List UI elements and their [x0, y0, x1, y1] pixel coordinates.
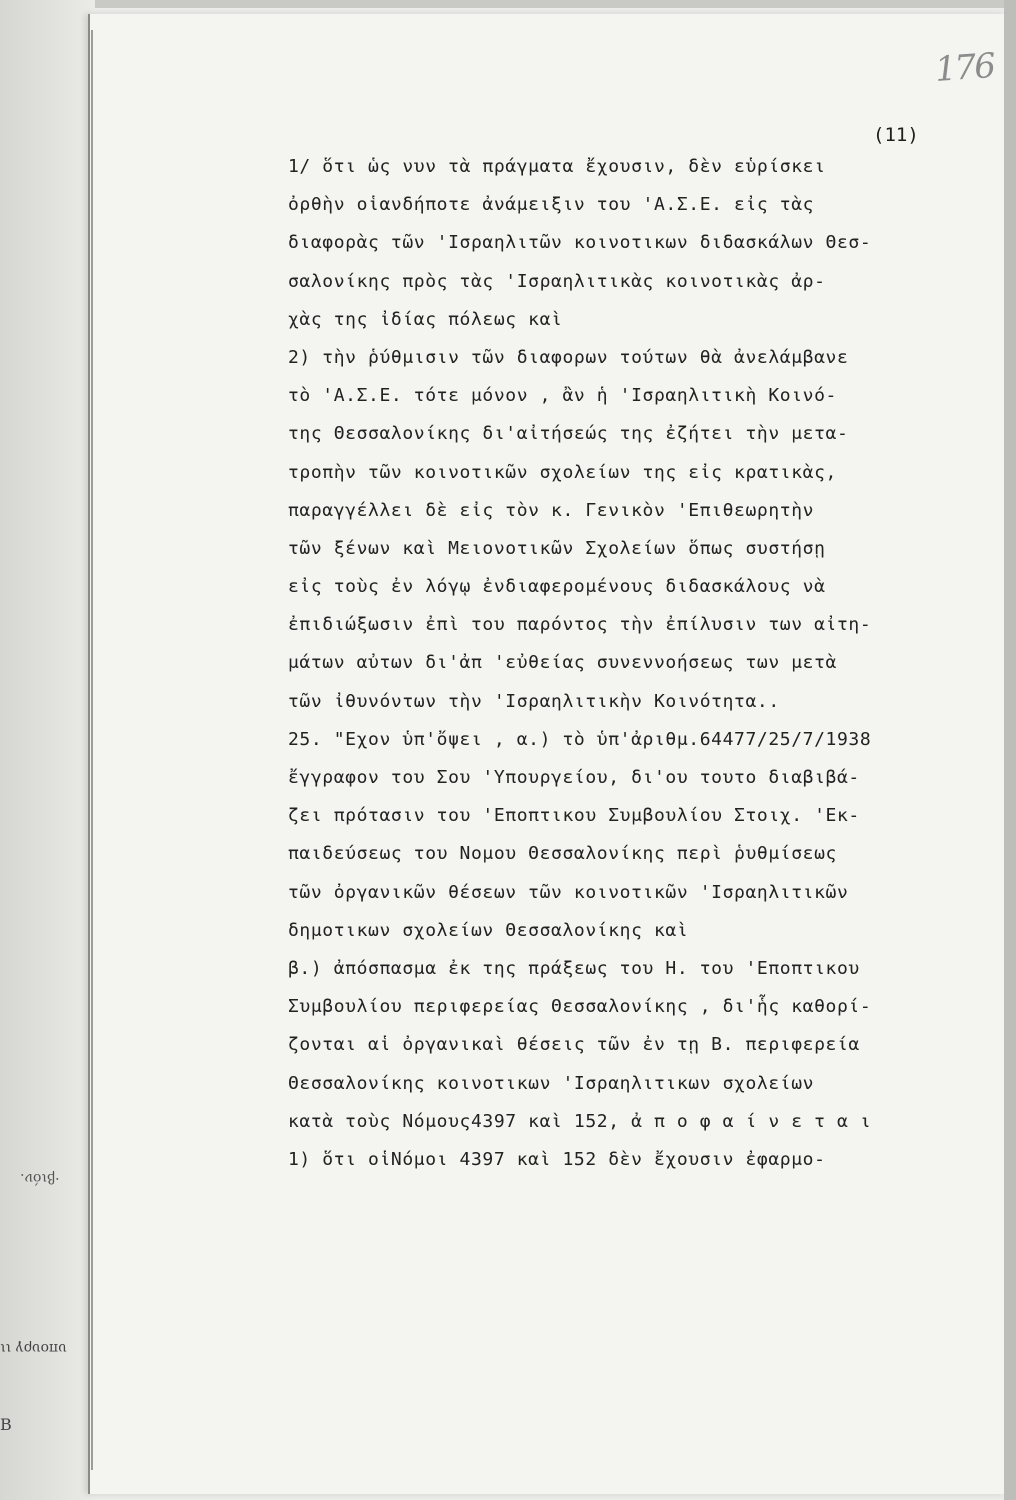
margin-note-bottom: Β — [0, 1415, 12, 1434]
text-line: σαλονίκης πρὸς τὰς 'Ισραηλιτικὰς κοινοτικὰς ἀρ- — [288, 270, 826, 292]
text-line: ὀρθὴν οἱανδήποτε ἀνάμειξιν του 'Α.Σ.Ε. εἰς τὰς — [288, 194, 815, 216]
text-line: 1) ὅτι οἱΝόμοι 4397 καὶ 152 δὲν ἔχουσιν ἐφαρμο- — [288, 1148, 826, 1170]
text-line: μάτων αὐτων δι'ἀπ 'εὐθείας συνεννοήσεως των μετὰ — [288, 652, 837, 674]
typed-text-body — [288, 148, 988, 1179]
scan-top-edge — [0, 0, 1016, 8]
text-line: Θεσσαλονίκης κοινοτικων 'Ισραηλιτικων σχολείων — [288, 1072, 815, 1094]
text-line: 25. "Εχον ὑπ'ὄψει , α.) τὸ ὑπ'ἀριθμ.64477/25/7/1938 — [288, 728, 872, 750]
margin-note-left-lower: υπουργ ιι — [0, 1340, 67, 1356]
text-line: τῶν ἰθυνόντων τὴν 'Ισραηλιτικὴν Κοινότητα.. — [288, 690, 780, 712]
text-line: 1/ ὅτι ὡς νυν τὰ πράγματα ἔχουσιν, δὲν εὑρίσκει — [288, 156, 826, 177]
text-line: β.) ἀπόσπασμα ἐκ της πράξεως του Η. του 'Εποπτικου — [288, 957, 860, 979]
scan-right-edge — [1004, 0, 1016, 1500]
margin-note-left: ·βιόν. — [20, 1170, 60, 1186]
text-line: παιδεύσεως του Νομου Θεσσαλονίκης περὶ ῥυθμίσεως — [288, 843, 837, 865]
text-line: κατὰ τοὺς Νόμους4397 καὶ 152, ἀ π ο φ α ί ν ε τ α ι — [288, 1110, 872, 1132]
text-line: διαφορὰς τῶν 'Ισραηλιτῶν κοινοτικων διδασκάλων Θεσ- — [288, 232, 872, 254]
text-line: Συμβουλίου περιφερείας Θεσσαλονίκης , δι'ἧς καθορί- — [288, 996, 872, 1018]
text-line: τῶν ὀργανικῶν θέσεων τῶν κοινοτικῶν 'Ισραηλιτικῶν — [288, 881, 849, 903]
binding-shadow — [0, 0, 95, 1500]
text-line: χὰς της ἰδίας πόλεως καὶ — [288, 308, 563, 330]
page-fold-line — [91, 30, 93, 1470]
text-line: ζονται αἱ ὀργανικαὶ θέσεις τῶν ἐν τῃ Β. περιφερεία — [288, 1034, 860, 1056]
text-line: τῶν ξένων καὶ Μειονοτικῶν Σχολείων ὅπως συστήσῃ — [288, 537, 826, 559]
handwritten-folio-number: 176 — [933, 45, 996, 91]
text-line: εἰς τοὺς ἐν λόγῳ ἐνδιαφερομένους διδασκάλους νὰ — [288, 576, 826, 598]
text-line: τροπὴν τῶν κοινοτικῶν σχολείων της εἰς κρατικὰς, — [288, 461, 837, 483]
text-line: ἔγγραφον του Σου 'Υπουργείου, δι'ου τουτο διαβιβά- — [288, 767, 860, 788]
text-line: παραγγέλλει δὲ εἰς τὸν κ. Γενικὸν 'Επιθεωρητὴν — [288, 499, 815, 521]
text-line: 2) τὴν ῥύθμισιν τῶν διαφορων τούτων θὰ ἀνελάμβανε — [288, 346, 849, 368]
text-line: ἐπιδιώξωσιν ἐπὶ του παρόντος τὴν ἐπίλυσιν των αἰτη- — [288, 614, 872, 636]
text-line: της Θεσσαλονίκης δι'αἰτήσεώς της ἐζήτει τὴν μετα- — [288, 423, 849, 445]
page-number: (11) — [873, 124, 919, 146]
text-line: δημοτικων σχολείων Θεσσαλονίκης καὶ — [288, 919, 689, 941]
text-line: ζει πρότασιν του 'Εποπτικου Συμβουλίου Στοιχ. 'Εκ- — [288, 805, 860, 827]
text-line: τὸ 'Α.Σ.Ε. τότε μόνον , ἂν ἡ 'Ισραηλιτικὴ Κοινό- — [288, 385, 837, 407]
